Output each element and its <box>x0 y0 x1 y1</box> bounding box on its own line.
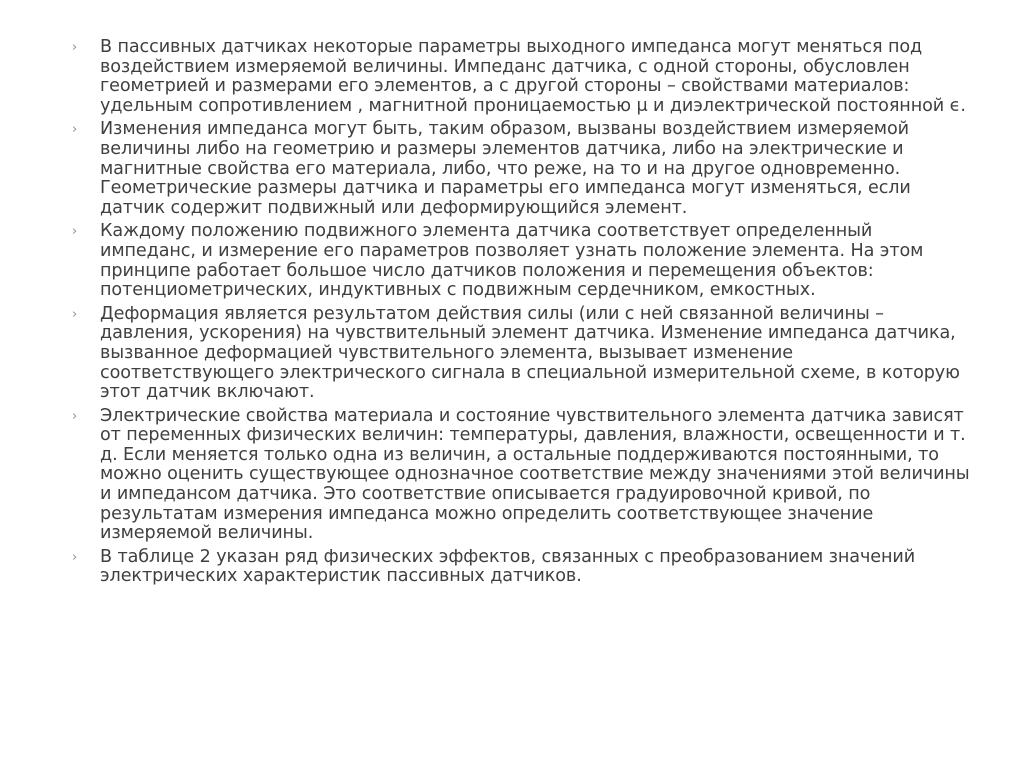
bullet-item <box>72 548 972 587</box>
bullet-arrow-icon: › <box>72 224 78 240</box>
bullet-item <box>72 305 972 403</box>
paragraph-text: В пассивных датчиках некоторые параметры выходного импеданса могут меняться под воздействием измеряемой величины. Импеданс датчика, с одной стороны, обусловлен геометрией и размерами его элементов, а с другой стороны – свойствами материалов: удельным сопротивлением , магнитной проницаемостью μ и диэлектрической постоянной ϵ. <box>100 37 966 116</box>
paragraph-text: В таблице 2 указан ряд физических эффектов, связанных с преобразованием значений электрических характеристик пассивных датчиков. <box>100 546 916 587</box>
bullet-item <box>72 38 972 116</box>
bullet-item <box>72 407 972 544</box>
bullet-arrow-icon: › <box>72 408 78 424</box>
bullet-item <box>72 120 972 218</box>
paragraph-text: Изменения импеданса могут быть, таким образом, вызваны воздействием измеряемой величины либо на геометрию и размеры элементов датчика, либо на электрические и магнитные свойства его материала, либо, что реже, на то и на другое одновременно. Геометрические размеры датчика и параметры его импеданса могут изменяться, если датчик содержит подвижный или деформирующийся элемент. <box>100 119 911 218</box>
bullet-list <box>72 38 972 591</box>
bullet-item <box>72 222 972 300</box>
paragraph-text: Деформация является результатом действия силы (или с ней связанной величины – давления, ускорения) на чувствительный элемент датчика. Изменение импеданса датчика, вызванное деформацией чувствительного элемента, вызывает изменение соответствующего электрического сигнала в специальной измерительной схеме, в которую этот датчик включают. <box>100 303 960 403</box>
bullet-arrow-icon: › <box>72 40 78 55</box>
bullet-arrow-icon: › <box>72 306 78 322</box>
paragraph-text: Электрические свойства материала и состояние чувствительного элемента датчика зависят от переменных физических величин: температуры, давления, влажности, освещенности и т. д. Если меняется только одна из величин, а остальные поддерживаются постоянными, то можно оценить существующее однозначное соответствие между значениями этой величины и импедансом датчика. Это соответствие описывается градуировочной кривой, по результатам измерения импеданса можно определить соответствующее значение измеряемой величины. <box>100 405 970 544</box>
paragraph-text: Каждому положению подвижного элемента датчика соответствует определенный импеданс, и измерение его параметров позволяет узнать положение элемента. На этом принципе работает большое число датчиков положения и перемещения объектов: потенциометрических, индуктивных с подвижным сердечником, емкостных. <box>100 221 924 301</box>
bullet-arrow-icon: › <box>72 549 78 565</box>
bullet-arrow-icon: › <box>72 122 78 138</box>
